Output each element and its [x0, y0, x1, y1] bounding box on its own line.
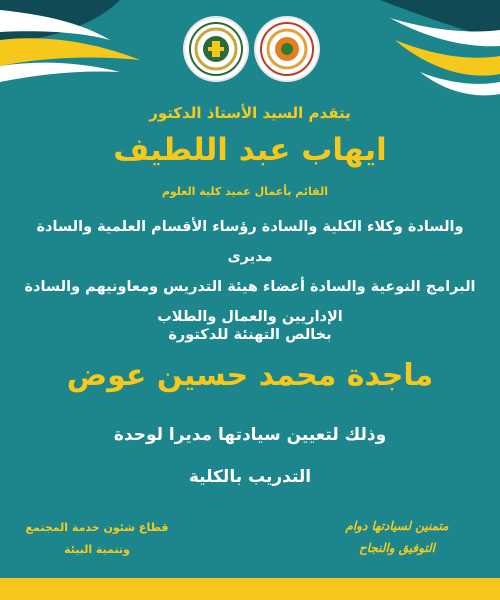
body-line-3: الإداريين والعمال والطلاب [157, 309, 343, 325]
wishes-line-1: متمنين لسيادتها دوام [345, 519, 449, 533]
bottom-bar [0, 578, 500, 600]
faculty-emblem-icon [256, 18, 318, 80]
sector-block [22, 517, 172, 561]
body-line-1: والسادة وكلاء الكلية والسادة رؤساء الأقسام العلمية والسادة مديرى [36, 219, 464, 265]
university-seal-icon [185, 18, 247, 80]
honoree-name: ماجدة محمد حسين عوض [66, 358, 434, 393]
sector-line-2: وتنمية البيئة [64, 543, 130, 556]
presenter-line: يتقدم السيد الأستاذ الدكتور [149, 104, 351, 122]
sector-line-1: قطاع شئون خدمة المجتمع [25, 521, 169, 534]
presenter-role: القائم بأعمال عميد كلية العلوم [161, 185, 328, 198]
presenter-name: ايهاب عبد اللطيف [113, 132, 387, 168]
body-line-2: البرامج النوعية والسادة أعضاء هيئة التدريس ومعاونيهم والسادة [24, 279, 476, 295]
wishes-line-2: التوفيق والنجاح [359, 541, 435, 555]
appointment-line-2: التدريب بالكلية [188, 467, 312, 487]
appointment-line-1: وذلك لتعيين سيادتها مديرا لوحدة [113, 425, 387, 445]
logo-row [0, 18, 500, 88]
congrats-line: بخالص التهنئة للدكتورة [168, 327, 332, 343]
wishes-block [322, 515, 472, 559]
body-paragraph [20, 212, 480, 332]
